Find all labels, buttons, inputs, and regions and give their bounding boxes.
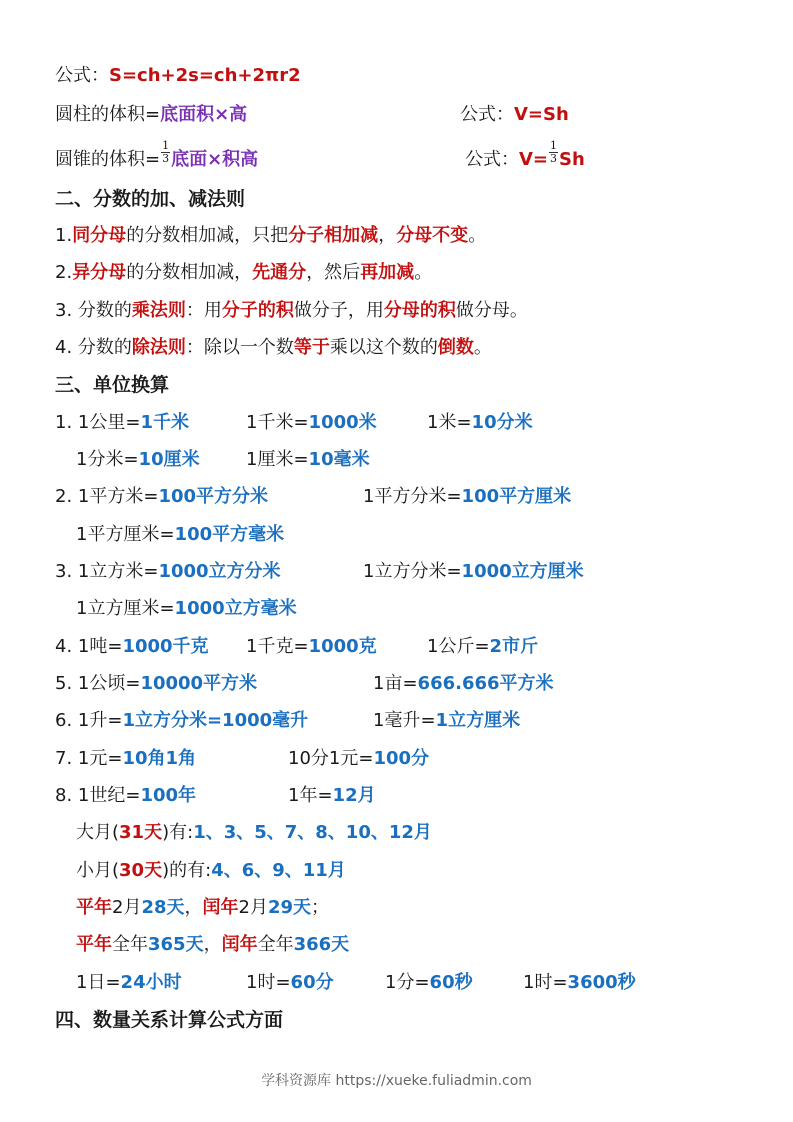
numerator: 1 [550, 138, 558, 152]
t: 6. 1升= [55, 710, 123, 731]
t: 10毫米 [308, 449, 370, 470]
t: 同分母 [72, 225, 127, 246]
t: 分子相加减 [288, 225, 379, 246]
formula-line-cone [55, 138, 755, 174]
t: 分母不变 [396, 225, 469, 246]
section-title-fractions: 二、分数的加、减法则 [55, 188, 246, 210]
t: 1毫升= [373, 710, 436, 731]
t: 做分子，用 [293, 300, 384, 321]
t: 10分米 [471, 412, 533, 433]
t: 闰年 [202, 897, 239, 918]
unit-row-8 [55, 782, 755, 810]
unit-row-1b [76, 446, 676, 474]
t: 。 [468, 225, 487, 246]
conv [288, 745, 429, 773]
label: 公式： [460, 104, 514, 125]
t: 。 [473, 337, 492, 358]
cone-volume-desc: 底面×积高 [171, 149, 259, 170]
t: 10厘米 [138, 449, 200, 470]
t: 1公斤= [427, 636, 490, 657]
t: 除法则 [131, 337, 186, 358]
t: 1000米 [308, 412, 377, 433]
t: 1千克= [246, 636, 309, 657]
conv [55, 782, 196, 810]
unit-row-3b [76, 595, 297, 623]
unit-row-5 [55, 670, 755, 698]
conv [373, 707, 520, 735]
t: ； [311, 897, 330, 918]
label: 公式： [465, 149, 519, 170]
formula-line-cylinder [55, 101, 755, 129]
t: 1000立方分米 [158, 561, 281, 582]
february-days [76, 894, 329, 922]
t: )有: [162, 822, 194, 843]
t: ，然后 [306, 262, 361, 283]
label: 圆锥的体积= [55, 149, 161, 170]
t: 1000立方厘米 [461, 561, 584, 582]
t: 1平方厘米= [76, 524, 175, 545]
t: 倒数 [437, 337, 474, 358]
t: 2市斤 [489, 636, 539, 657]
t: 1000千克 [122, 636, 209, 657]
conv [246, 446, 370, 474]
t: 1时= [523, 972, 568, 993]
t: 12月 [332, 785, 376, 806]
t: 乘法则 [131, 300, 186, 321]
t: 平年 [76, 897, 112, 918]
t: 100平方分米 [158, 486, 269, 507]
section-title-quantity: 四、数量关系计算公式方面 [55, 1009, 284, 1031]
t: 3. 分数的 [55, 300, 132, 321]
unit-row-6 [55, 707, 755, 735]
t: 8. 1世纪= [55, 785, 141, 806]
t: 分母的积 [383, 300, 456, 321]
conv [246, 409, 377, 437]
t: 再加减 [360, 262, 415, 283]
conv [55, 409, 189, 437]
t: 3600秒 [567, 972, 636, 993]
page-footer: 学科资源库 https://xueke.fuliadmin.com [261, 1073, 532, 1089]
formula-part: Sh [559, 149, 585, 170]
conv [55, 670, 257, 698]
conv [363, 483, 571, 511]
t: 全年 [112, 934, 148, 955]
conv [246, 969, 334, 997]
t: 1平方分米= [363, 486, 462, 507]
t: 10分1元= [288, 748, 374, 769]
numerator: 1 [162, 138, 170, 152]
t: 2. 1平方米= [55, 486, 159, 507]
time-units [76, 969, 716, 997]
t: 2月 [112, 897, 142, 918]
conv [246, 633, 377, 661]
t: 闰年 [221, 934, 258, 955]
cylinder-formula: V=Sh [514, 104, 569, 125]
t: 1立方厘米 [435, 710, 521, 731]
t: 365天 [148, 934, 204, 955]
big-months [76, 819, 432, 847]
unit-row-7 [55, 745, 755, 773]
t: 1立方厘米= [76, 598, 175, 619]
t: 做分母。 [455, 300, 528, 321]
t: 1000克 [308, 636, 377, 657]
t: 。 [414, 262, 433, 283]
label: 圆柱的体积= [55, 104, 161, 125]
conv [76, 446, 200, 474]
t: 10角1角 [122, 748, 197, 769]
t: 小月( [76, 860, 120, 881]
t: 31天 [119, 822, 163, 843]
denominator: 3 [550, 151, 558, 165]
rule-4 [55, 334, 492, 362]
rule-2 [55, 259, 432, 287]
conv [76, 969, 182, 997]
t: 1厘米= [246, 449, 309, 470]
t: 2. [55, 262, 73, 283]
t: 4、6、9、11月 [211, 860, 346, 881]
t: 60分 [290, 972, 334, 993]
conv [373, 670, 554, 698]
t: 29天 [267, 897, 312, 918]
t: 平年 [76, 934, 112, 955]
conv [385, 969, 473, 997]
formula [465, 138, 585, 174]
t: ， [378, 225, 397, 246]
t: 100分 [373, 748, 430, 769]
t: 5. 1公顷= [55, 673, 141, 694]
formula-part: V= [519, 149, 549, 170]
t: 的分数相加减， [126, 262, 253, 283]
t: 先通分 [252, 262, 307, 283]
conv [363, 558, 584, 586]
fraction-one-third [161, 140, 170, 165]
denominator: 3 [162, 151, 170, 165]
t: 乘以这个数的 [329, 337, 438, 358]
conv [55, 558, 281, 586]
conv [523, 969, 636, 997]
t: 1立方分米= [363, 561, 462, 582]
unit-row-2b [76, 521, 284, 549]
conv [55, 745, 196, 773]
t: 的分数相加减，只把 [126, 225, 289, 246]
t: 1米= [427, 412, 472, 433]
formula-line-surface [55, 62, 301, 90]
t: 666.666平方米 [417, 673, 554, 694]
t: ， [203, 934, 222, 955]
t: 1分= [385, 972, 430, 993]
year-days [76, 931, 349, 959]
t: ：除以一个数 [185, 337, 294, 358]
t: 100平方毫米 [174, 524, 285, 545]
t: 1千米= [246, 412, 309, 433]
surface-formula: S=ch+2s=ch+2πr2 [109, 65, 301, 86]
t: 分子的积 [221, 300, 294, 321]
conv [55, 707, 308, 735]
t: 28天 [141, 897, 185, 918]
t: 1千米 [140, 412, 189, 433]
t: 1. [55, 225, 73, 246]
conv [427, 633, 538, 661]
t: 30天 [119, 860, 163, 881]
t: )的有: [162, 860, 212, 881]
t: 366天 [293, 934, 350, 955]
label: 公式： [55, 65, 109, 86]
t: 大月( [76, 822, 120, 843]
t: 1. 1公里= [55, 412, 141, 433]
t: 等于 [293, 337, 330, 358]
t: 1000立方毫米 [174, 598, 297, 619]
t: 4. 1吨= [55, 636, 123, 657]
t: 1亩= [373, 673, 418, 694]
t: 100平方厘米 [461, 486, 572, 507]
t: 1分米= [76, 449, 139, 470]
t: 全年 [257, 934, 294, 955]
t: 1立方分米=1000毫升 [122, 710, 309, 731]
conv [288, 782, 376, 810]
conv [55, 483, 268, 511]
t: 1时= [246, 972, 291, 993]
t: 7. 1元= [55, 748, 123, 769]
t: ：用 [185, 300, 222, 321]
unit-row-2 [55, 483, 755, 511]
unit-row-4 [55, 633, 755, 661]
t: 1日= [76, 972, 121, 993]
t: 10000平方米 [140, 673, 258, 694]
section-title-units: 三、单位换算 [55, 374, 170, 396]
rule-3 [55, 297, 528, 325]
formula [460, 101, 569, 129]
t: 60秒 [429, 972, 473, 993]
t: ， [184, 897, 203, 918]
t: 异分母 [72, 262, 127, 283]
rule-1 [55, 222, 486, 250]
t: 100年 [140, 785, 197, 806]
conv [427, 409, 533, 437]
t: 2月 [238, 897, 268, 918]
cylinder-volume-desc: 底面积×高 [160, 104, 248, 125]
unit-row-1 [55, 409, 755, 437]
t: 4. 分数的 [55, 337, 132, 358]
t: 1年= [288, 785, 333, 806]
fraction-one-third [549, 140, 558, 165]
t: 24小时 [120, 972, 182, 993]
t: 3. 1立方米= [55, 561, 159, 582]
conv [55, 633, 209, 661]
small-months [76, 857, 346, 885]
t: 1、3、5、7、8、10、12月 [193, 822, 432, 843]
unit-row-3 [55, 558, 755, 586]
